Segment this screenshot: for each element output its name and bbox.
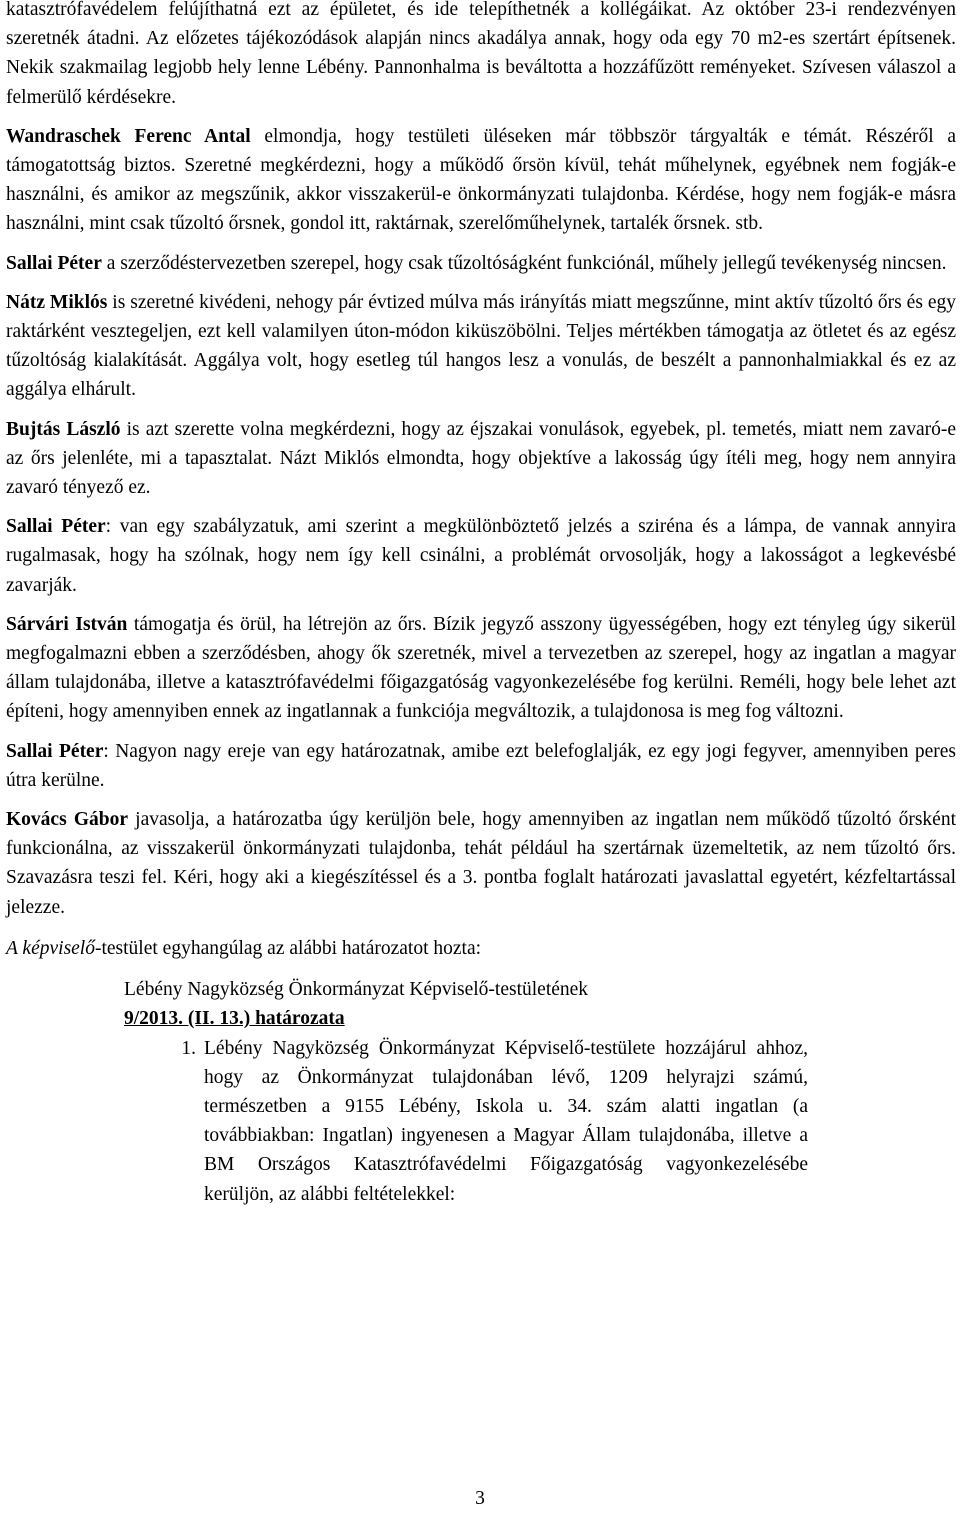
paragraph-text: támogatja és örül, ha létrejön az őrs. Bízik jegyző asszony ügyességében, hogy ezt tényleg úgy sikerül megfogalmazni ebben a szerződésben, ahogy ők szeretnék, mivel a tervezetben az szerepel, hogy az ingatlan a magyar állam tulajdonába, illetve a katasztrófavédelmi főigazgatóság vagyonkezelésébe fog kerülni. Reméli, hogy bele lehet azt építeni, hogy amennyiben ennek az ingatlannak a funkciója megváltozik, a tulajdonosa is meg fog változni. (6, 613, 956, 723)
speaker-name: Sárvári István (6, 613, 128, 635)
resolution-intro (6, 934, 956, 963)
paragraph-sallai-3 (6, 737, 956, 795)
page-number: 3 (475, 1488, 485, 1509)
paragraph-text: is azt szerette volna megkérdezni, hogy az éjszakai vonulások, egyebek, pl. temetés, miatt nem zavaró-e az őrs jelenléte, mi a tapasztalat. Názt Miklós elmondta, hogy objektíve a lakosság úgy ítéli meg, hogy nem annyira zavaró tényező ez. (6, 418, 956, 499)
paragraph-sarvari (6, 610, 956, 727)
resolution-block (124, 975, 956, 1209)
resolution-item (124, 1034, 956, 1209)
intro-text: -testület egyhangúlag az alábbi határozatot hozta: (94, 937, 482, 959)
paragraph-bujtas (6, 415, 956, 503)
paragraph-text: katasztrófavédelem felújíthatná ezt az épületet, és ide telepíthetnék a kollégáikat. Az október 23-i rendezvényen szeretnék átadni. Az előzetes tájékozódások alapján nincs akadálya annak, hogy oda egy 70 m2-es szertárt építsenek. Nekik szakmailag legjobb hely lenne Lébény. Pannonhalma is beváltotta a hozzáfűzött reményeket. Szívesen válaszol a felmerülő kérdésekre. (6, 0, 956, 108)
speaker-name: Kovács Gábor (6, 809, 128, 831)
resolution-number: 9/2013. (II. 13.) határozata (124, 1008, 345, 1030)
intro-italic: A képviselő (6, 937, 95, 959)
paragraph-text: javasolja, a határozatba úgy kerüljön bele, hogy amennyiben az ingatlan nem működő tűzoltó őrsként funkcionálna, az visszakerül önkormányzati tulajdonba, tehát például ha szertárnak üzemeltetik, az nem tűzoltó őrs. Szavazásra teszi fel. Kéri, hogy aki a kiegészítéssel és a 3. pontba foglalt határozati javaslattal egyetért, kézfeltartással jelezze. (6, 809, 956, 918)
speaker-name: Wandraschek Ferenc Antal (6, 125, 251, 147)
paragraph-text: : van egy szabályzatuk, ami szerint a megkülönböztető jelzés a sziréna és a lámpa, de vannak annyira rugalmasak, hogy ha szólnak, hogy nem így kell csinálni, a problémát orvosolják, hogy a lakosságot a legkevésbé zavarják. (6, 516, 956, 596)
paragraph-natz (6, 288, 956, 405)
paragraph-text: is szeretné kivédeni, nehogy pár évtized múlva más irányítás miatt megszűnne, mint aktív tűzoltó őrs és egy raktárként vesztegeljen, ezt kell valamilyen úton-módon kiküszöbölni. Teljes mértékben támogatja az ötletet és az egész tűzoltóság kialakítását. Aggálya volt, hogy esetleg túl hangos lesz a vonulás, de beszélt a pannonhalmiakkal és ez az aggálya elhárult. (6, 291, 957, 401)
resolution-items (124, 1034, 956, 1209)
paragraph-text: : Nagyon nagy ereje van egy határozatnak, amibe ezt belefoglalják, ez egy jogi fegyver, amennyiben peres útra kerülne. (6, 740, 956, 791)
speaker-name: Sallai Péter (6, 740, 104, 762)
paragraph-continuation (6, 0, 956, 112)
paragraph-text: elmondja, hogy testületi üléseken már többször tárgyalták e témát. Részéről a támogatottság biztos. Szeretné megkérdezni, hogy a működő őrsön kívül, tehát műhelynek, egyébnek nem fogják-e használni, és amikor az megszűnik, akkor visszakerül-e önkormányzati tulajdonba. Kérdése, hogy nem fogják-e másra használni, mint csak tűzoltó őrsnek, gondol itt, raktárnak, szerelőműhelynek, tartalék őrsnek. stb. (6, 125, 956, 235)
paragraph-wandraschek (6, 122, 956, 239)
paragraph-sallai-1 (6, 249, 956, 278)
speaker-name: Bujtás László (6, 418, 121, 440)
speaker-name: Sallai Péter (6, 252, 102, 274)
resolution-org: Lébény Nagyközség Önkormányzat Képviselő-testületének (124, 979, 589, 1001)
paragraph-sallai-2 (6, 512, 956, 600)
speaker-name: Nátz Miklós (6, 291, 108, 313)
resolution-item-number: 1. (181, 1037, 196, 1059)
paragraph-kovacs (6, 805, 956, 922)
speaker-name: Sallai Péter (6, 516, 106, 538)
resolution-item-text: Lébény Nagyközség Önkormányzat Képviselő-testülete hozzájárul ahhoz, hogy az Önkormányzat tulajdonában lévő, 1209 helyrajzi számú, természetben a 9155 Lébény, Iskola u. 34. szám alatti ingatlan (a továbbiakban: Ingatlan) ingyenesen a Magyar Állam tulajdonába, illetve a BM Országos Katasztrófavédelmi Főigazgatóság vagyonkezelésébe kerüljön, az alábbi feltételekkel: (204, 1037, 808, 1205)
paragraph-text: a szerződéstervezetben szerepel, hogy csak tűzoltóságként funkciónál, műhely jellegű tevékenység nincsen. (101, 252, 947, 274)
